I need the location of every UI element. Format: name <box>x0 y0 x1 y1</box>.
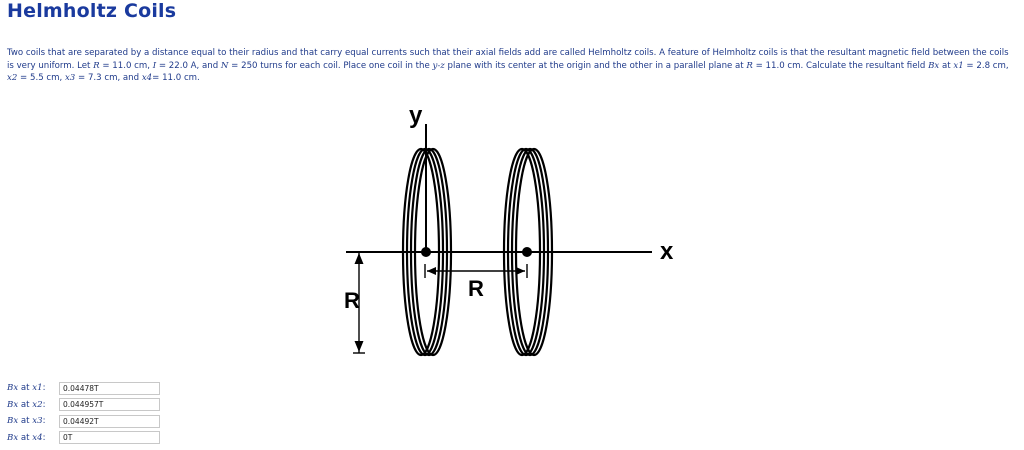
desc-text: = 11.0 cm. Calculate the resultant field <box>752 60 929 71</box>
desc-symbol: x1 <box>953 60 964 71</box>
answer-label <box>7 433 57 443</box>
desc-text: = 5.5 cm, <box>17 73 65 83</box>
desc-text: = 250 turns for each coil. Place one coil in the <box>228 60 433 71</box>
desc-symbol: R <box>93 60 100 71</box>
helmholtz-coils-diagram <box>330 100 690 362</box>
page-title: Helmholtz Coils <box>7 0 177 22</box>
answer-row-x3 <box>7 413 160 430</box>
label-text: at <box>20 399 30 410</box>
desc-text: = 11.0 cm. <box>152 73 200 83</box>
desc-text: plane with its center at the origin and the other in a parallel plane at <box>444 60 747 71</box>
answer-label <box>7 400 57 410</box>
desc-symbol: y-z <box>432 60 445 71</box>
coil-left-center <box>421 247 431 257</box>
desc-symbol: I <box>152 60 157 71</box>
label-text: : <box>42 416 46 427</box>
label-text: : <box>42 432 46 443</box>
label-symbol: x2 <box>32 399 43 410</box>
label-text: at <box>20 416 30 427</box>
problem-description <box>7 47 1015 85</box>
desc-symbol: x4 <box>141 73 153 83</box>
desc-text: = 2.8 cm, <box>963 60 1009 71</box>
bx-x4-input[interactable] <box>59 431 160 444</box>
desc-symbol: N <box>220 60 229 71</box>
label-symbol: Bx <box>7 399 19 410</box>
bx-x1-input[interactable] <box>59 382 160 395</box>
label-symbol: x3 <box>32 416 43 427</box>
answer-label <box>7 416 57 426</box>
bx-x2-input[interactable] <box>59 398 160 411</box>
radius-label: R <box>344 288 360 313</box>
x-axis-label: x <box>660 238 674 265</box>
label-symbol: Bx <box>7 416 19 427</box>
label-text: at <box>20 432 30 443</box>
desc-text: = 11.0 cm, <box>99 60 153 71</box>
label-text: : <box>42 399 46 410</box>
coil-figure-svg <box>330 100 690 362</box>
label-symbol: Bx <box>7 432 19 443</box>
y-axis-label: y <box>409 102 423 129</box>
desc-symbol: Bx <box>928 60 940 71</box>
desc-symbol: x3 <box>64 73 76 83</box>
desc-text: = 22.0 A, and <box>156 60 221 71</box>
desc-symbol: R <box>746 60 753 71</box>
answer-row-x2 <box>7 397 160 414</box>
bx-x3-input[interactable] <box>59 415 160 428</box>
answer-row-x1 <box>7 380 160 397</box>
answer-fields <box>7 380 160 446</box>
coil-right-center <box>522 247 532 257</box>
label-symbol: Bx <box>7 383 19 394</box>
label-symbol: x1 <box>32 383 43 394</box>
answer-row-x4 <box>7 430 160 447</box>
desc-text: = 7.3 cm, and <box>75 73 142 83</box>
answer-label <box>7 383 57 393</box>
desc-text: Two coils that are separated by a distance equal to their radius and that carry equal currents such that their axial fields add are called Helmholtz coils. A feature of Helmholtz coils is that the resultant magnetic field between the coils is very uniform. Let <box>7 48 1009 71</box>
desc-text: at <box>939 60 954 71</box>
desc-symbol: x2 <box>7 73 18 83</box>
label-symbol: x4 <box>32 432 43 443</box>
label-text: : <box>42 383 46 394</box>
label-text: at <box>20 383 30 394</box>
separation-label: R <box>468 276 484 301</box>
